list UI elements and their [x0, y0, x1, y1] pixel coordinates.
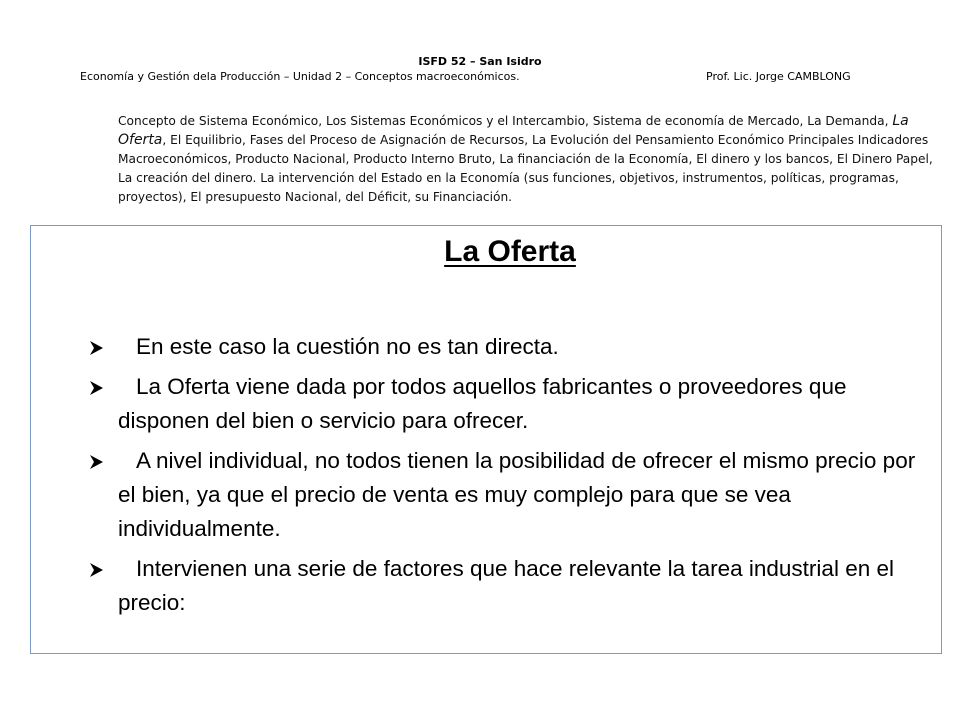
list-item: [88, 552, 938, 620]
bullet-text: Intervienen una serie de factores que hace relevante la tarea industrial en el precio:: [118, 556, 894, 615]
header-subline: [0, 69, 960, 84]
list-item: [88, 370, 938, 438]
bullet-text: A nivel individual, no todos tienen la posibilidad de ofrecer el mismo precio por el bien, ya que el precio de venta es muy complejo para que se vea individualmente.: [118, 448, 916, 541]
unit-topics: [118, 112, 944, 207]
professor-name: Prof. Lic. Jorge CAMBLONG: [706, 70, 851, 83]
arrowhead-bullet-icon: [88, 340, 104, 356]
list-item: [88, 330, 938, 364]
slide-title: La Oferta: [444, 235, 576, 268]
topics-after: , El Equilibrio, Fases del Proceso de Asignación de Recursos, La Evolución del Pensamiento Económico Principales Indicadores Macroeconómicos, Producto Nacional, Producto Interno Bruto, La financiación de la Economía, El dinero y los bancos, El Dinero Papel, La creación del dinero. La intervención del Estado en la Economía (sus funciones, objetivos, instrumentos, políticas, programas, proyectos), El presupuesto Nacional, del Déficit, su Financiación.: [118, 133, 933, 204]
institution-name: ISFD 52 – San Isidro: [418, 55, 542, 68]
course-title: Economía y Gestión dela Producción – Unidad 2 – Conceptos macroeconómicos.: [80, 70, 520, 83]
bullet-text: En este caso la cuestión no es tan directa.: [136, 334, 559, 359]
bullet-list: [88, 330, 938, 626]
list-item: [88, 444, 938, 546]
arrowhead-bullet-icon: [88, 454, 104, 470]
document-header: [0, 54, 960, 84]
topics-before: Concepto de Sistema Económico, Los Sistemas Económicos y el Intercambio, Sistema de economía de Mercado, La Demanda,: [118, 114, 889, 128]
topics-highlight: La Oferta: [118, 113, 909, 148]
arrowhead-bullet-icon: [88, 380, 104, 396]
arrowhead-bullet-icon: [88, 562, 104, 578]
bullet-text: La Oferta viene dada por todos aquellos fabricantes o proveedores que disponen del bien o servicio para ofrecer.: [118, 374, 847, 433]
